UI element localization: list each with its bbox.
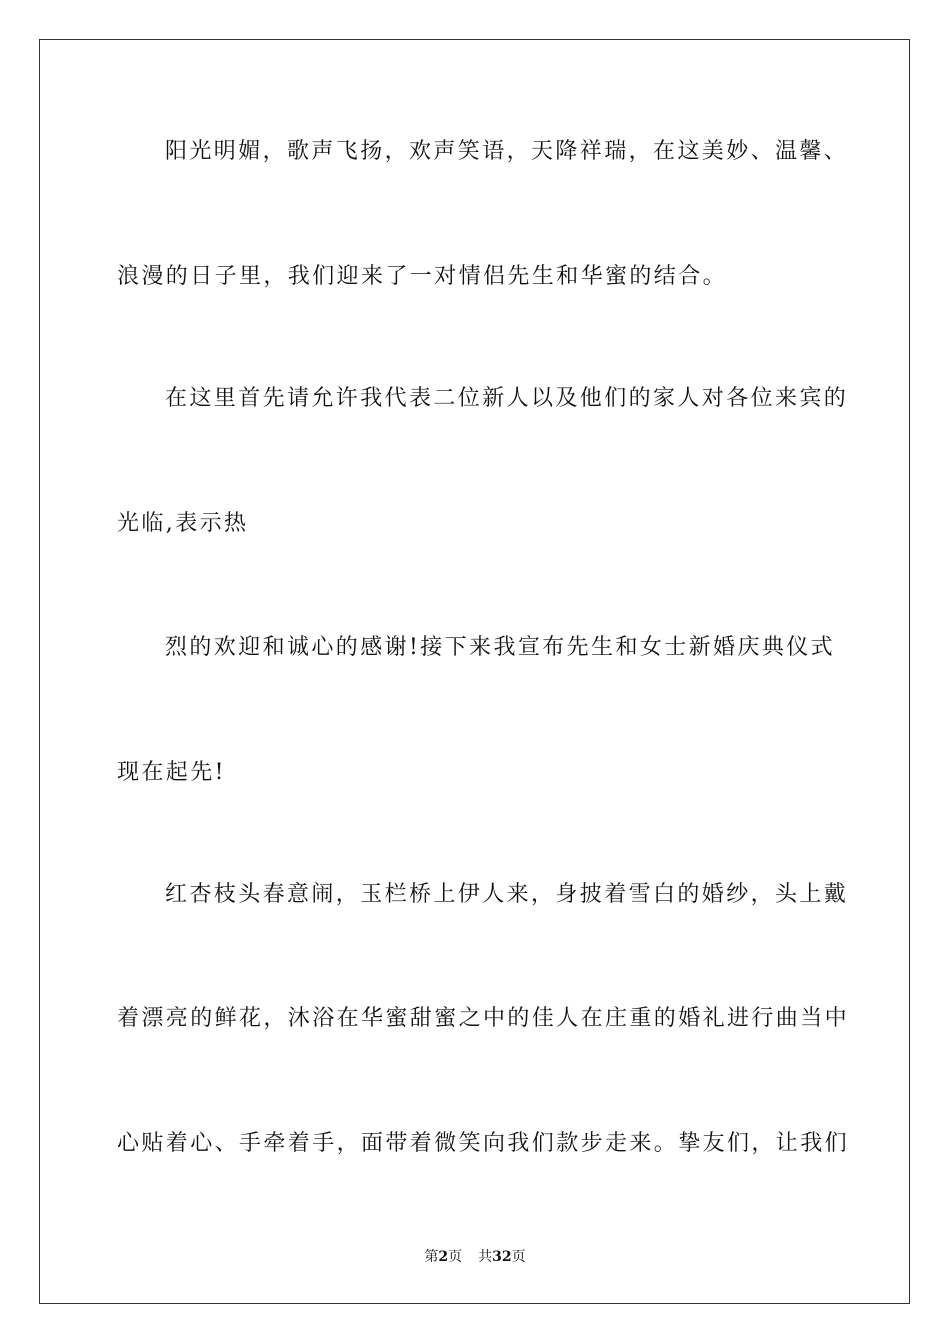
footer-page-suffix: 页 [448,1249,463,1265]
paragraph-line: 着漂亮的鲜花，沐浴在华蜜甜蜜之中的佳人在庄重的婚礼进行曲当中 [117,1006,850,1031]
footer-page-prefix: 第 [424,1249,439,1265]
paragraph-line: 烈的欢迎和诚心的感谢!接下来我宣布先生和女士新婚庆典仪式 [165,635,836,660]
current-page-number: 2 [438,1249,449,1265]
footer-total-prefix: 共 [478,1249,493,1265]
paragraph-line: 在这里首先请允许我代表二位新人以及他们的家人对各位来宾的 [165,386,849,411]
paragraph-line: 浪漫的日子里，我们迎来了一对情侣先生和华蜜的结合。 [117,264,728,289]
paragraph-line: 心贴着心、手牵着手，面带着微笑向我们款步走来。挚友们，让我们 [117,1131,850,1156]
page-border [39,39,910,1304]
paragraph-line: 红杏枝头春意闹，玉栏桥上伊人来，身披着雪白的婚纱，头上戴 [165,882,849,907]
total-pages-number: 32 [492,1249,512,1265]
paragraph-line: 光临,表示热 [117,511,249,536]
footer-total-suffix: 页 [511,1249,526,1265]
paragraph-line: 阳光明媚，歌声飞扬，欢声笑语，天降祥瑞，在这美妙、温馨、 [165,139,849,164]
page-footer [0,1247,950,1267]
paragraph-line: 现在起先! [117,760,226,785]
